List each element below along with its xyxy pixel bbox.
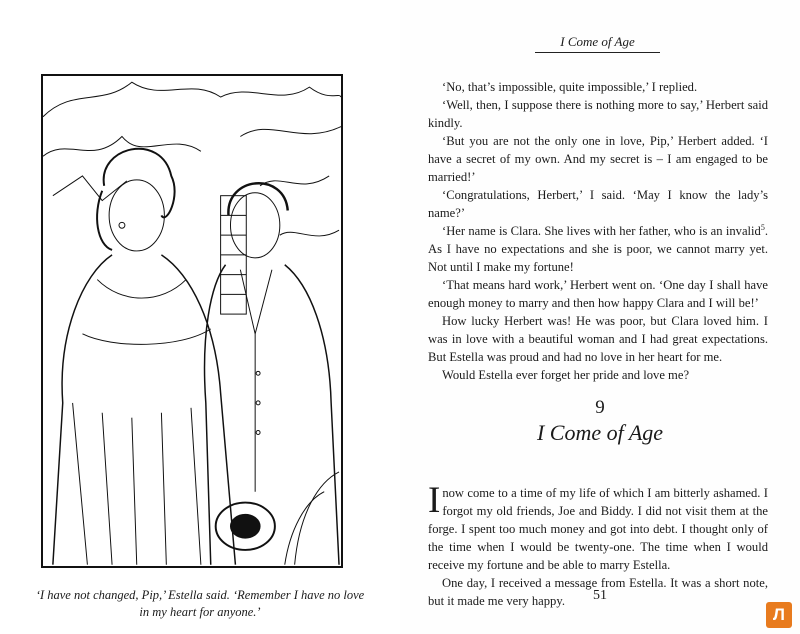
footnote-marker: 5 [760,222,765,232]
paragraph: ‘Well, then, I suppose there is nothing more to say,’ Herbert said kindly. [428,98,768,130]
drop-cap: I [428,480,441,521]
chapter-number: 9 [595,397,605,418]
paragraph: ‘No, that’s impossible, quite impossible,’ I replied. [442,80,698,94]
illustration-caption [20,587,380,621]
clara-text: ‘Her name is Clara. She lives with her father, who is an invalid [442,224,761,238]
chapter-opening-paragraph [428,480,768,574]
right-page [400,0,800,634]
paragraph: One day, I received a message from Estella. It was a short note, but it made me very happy. [428,576,768,608]
clara-text-rest: . As I have no expectations and she is poor, we cannot marry yet. Not until I make my fortune! [428,224,768,274]
paragraph: How lucky Herbert was! He was poor, but Clara loved him. I was in love with a beautiful woman and I had great expectations. But Estella was proud and had no love in her heart for me. [428,314,768,364]
running-header: I Come of Age [560,34,635,49]
chapter-8-ending-text [428,78,768,384]
paragraph: ‘That means hard work,’ Herbert went on. ‘One day I shall have enough money to marry and then how happy Clara and I will be!’ [428,278,768,310]
page-number: 51 [593,588,607,603]
watermark-badge: Л [766,602,792,628]
paragraph-clara [428,222,768,276]
caption-line-1: ‘I have not changed, Pip,’ Estella said. ‘Remember I have no love [35,588,365,602]
paragraph: ‘But you are not the only one in love, Pip,’ Herbert added. ‘I have a secret of my own. And my secret is – I am engaged to be married!’ [428,134,768,184]
paragraph: Would Estella ever forget her pride and love me? [442,368,690,382]
caption-line-2: in my heart for anyone.’ [139,605,261,619]
engraving-drawing [43,76,341,566]
paragraph: ‘Congratulations, Herbert,’ I said. ‘May I know the lady’s name?’ [428,188,768,220]
illustration-estella-and-pip [41,74,343,568]
header-rule [535,52,660,53]
chapter-title: I Come of Age [536,420,664,445]
chapter-opening-text: now come to a time of my life of which I am bitterly ashamed. I forgot my old friends, Joe and Biddy. I did not visit them at the forge. I spent too much money and got into debt. I thought only of the time when I would be twenty-one. The time when I would receive my fortune and be able to marry Estella. [428,486,768,572]
